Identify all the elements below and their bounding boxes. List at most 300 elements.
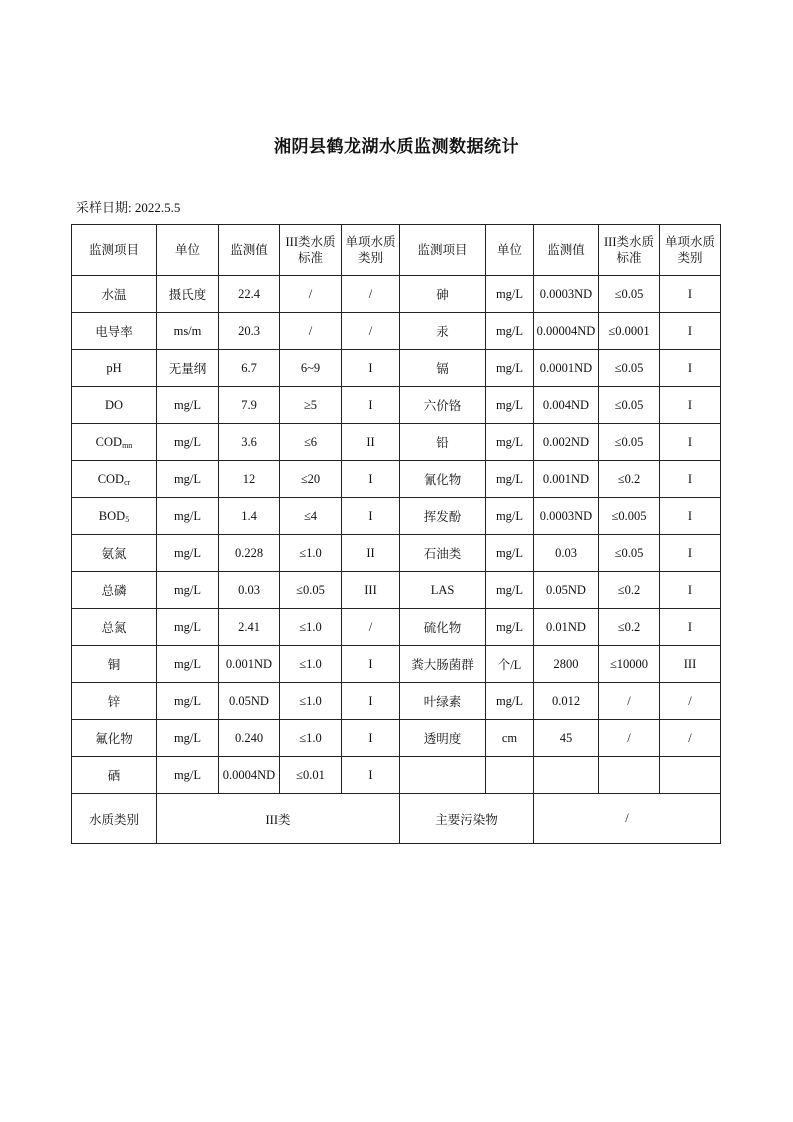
category-text: II xyxy=(366,434,375,449)
water-category-value: III类 xyxy=(157,794,400,844)
left-value-cell xyxy=(219,609,280,646)
standard-text: 6~9 xyxy=(300,360,321,375)
right-item-cell xyxy=(400,535,486,572)
left-unit-cell xyxy=(157,646,219,683)
unit-text: mg/L xyxy=(173,508,202,523)
item-text: 叶绿素 xyxy=(423,695,462,709)
item-text: 砷 xyxy=(436,288,449,302)
left-value-cell xyxy=(219,461,280,498)
category-text: I xyxy=(687,434,693,449)
right-item-cell xyxy=(400,498,486,535)
left-value-cell xyxy=(219,350,280,387)
right-item-cell xyxy=(400,572,486,609)
item-text: 汞 xyxy=(436,325,449,339)
right-category-cell xyxy=(660,646,721,683)
left-item-cell xyxy=(72,757,157,794)
value-text: 3.6 xyxy=(241,434,257,449)
header-cell: 监测项目 xyxy=(72,225,157,276)
unit-text: mg/L xyxy=(173,730,202,745)
standard-text: ≤20 xyxy=(300,471,321,486)
sampling-date-label: 采样日期: xyxy=(76,200,132,215)
left-unit-cell xyxy=(157,313,219,350)
left-category-cell xyxy=(342,572,400,609)
unit-text: 摄氏度 xyxy=(168,288,207,302)
right-value-cell xyxy=(534,646,599,683)
right-value-cell xyxy=(534,461,599,498)
left-standard-cell xyxy=(280,683,342,720)
right-standard-cell xyxy=(599,683,660,720)
item-text: 石油类 xyxy=(423,547,462,561)
table-row xyxy=(72,683,721,720)
right-standard-cell xyxy=(599,572,660,609)
unit-text: mg/L xyxy=(495,434,524,449)
standard-text: ≤0.005 xyxy=(611,508,647,523)
category-text: II xyxy=(366,545,375,560)
category-text: / xyxy=(688,730,692,745)
right-value-cell xyxy=(534,387,599,424)
category-text: I xyxy=(687,508,693,523)
right-standard-cell xyxy=(599,276,660,313)
right-item-cell xyxy=(400,276,486,313)
item-text: 锌 xyxy=(107,695,121,709)
right-standard-cell xyxy=(599,535,660,572)
left-value-cell xyxy=(219,276,280,313)
standard-text: / xyxy=(627,693,631,708)
left-category-cell xyxy=(342,683,400,720)
unit-text: mg/L xyxy=(173,471,202,486)
standard-text: ≤0.0001 xyxy=(608,323,650,338)
left-unit-cell xyxy=(157,609,219,646)
right-item-cell xyxy=(400,387,486,424)
unit-text: mg/L xyxy=(173,767,202,782)
standard-text: ≤0.2 xyxy=(617,619,641,634)
standard-text: ≤1.0 xyxy=(299,693,322,708)
right-category-cell xyxy=(660,498,721,535)
unit-text: mg/L xyxy=(173,656,202,671)
summary-row xyxy=(72,794,721,844)
right-value-cell xyxy=(534,683,599,720)
left-standard-cell xyxy=(280,609,342,646)
right-value-cell xyxy=(534,350,599,387)
standard-text: ≥5 xyxy=(303,397,318,412)
value-text: 0.00004ND xyxy=(536,323,596,338)
left-standard-cell xyxy=(280,461,342,498)
right-value-cell xyxy=(534,276,599,313)
header-cell: III类水质标准 xyxy=(599,225,660,276)
value-text: 0.228 xyxy=(234,545,264,560)
left-item-cell xyxy=(72,720,157,757)
left-standard-cell xyxy=(280,350,342,387)
value-text: 6.7 xyxy=(241,360,257,375)
right-category-cell xyxy=(660,572,721,609)
right-item-cell xyxy=(400,609,486,646)
right-category-cell xyxy=(660,461,721,498)
unit-text: mg/L xyxy=(173,693,202,708)
right-unit-cell xyxy=(486,313,534,350)
right-standard-cell xyxy=(599,387,660,424)
table-row xyxy=(72,387,721,424)
left-value-cell xyxy=(219,535,280,572)
standard-text: ≤10000 xyxy=(609,656,649,671)
right-standard-cell xyxy=(599,424,660,461)
item-text: 六价铬 xyxy=(423,399,462,413)
item-text: 总磷 xyxy=(101,584,127,598)
right-item-cell xyxy=(400,683,486,720)
left-value-cell xyxy=(219,720,280,757)
value-text: 12 xyxy=(242,471,256,486)
right-item-cell xyxy=(400,313,486,350)
left-unit-cell xyxy=(157,535,219,572)
category-text: I xyxy=(368,471,373,486)
category-text: I xyxy=(368,693,373,708)
standard-text: ≤6 xyxy=(303,434,318,449)
header-cell: 监测值 xyxy=(534,225,599,276)
standard-text: ≤0.05 xyxy=(614,286,644,301)
left-category-cell xyxy=(342,424,400,461)
water-category-label: 水质类别 xyxy=(72,794,157,844)
unit-text: 无量纲 xyxy=(168,362,207,376)
item-text: 总氮 xyxy=(101,621,127,635)
left-standard-cell xyxy=(280,572,342,609)
value-text: 0.012 xyxy=(551,693,581,708)
right-category-cell xyxy=(660,313,721,350)
left-value-cell xyxy=(219,313,280,350)
category-text: I xyxy=(687,619,693,634)
main-pollutant-value: / xyxy=(534,794,721,844)
left-category-cell xyxy=(342,313,400,350)
category-text: III xyxy=(683,656,697,671)
category-text: / xyxy=(368,323,373,338)
standard-text: / xyxy=(308,286,313,301)
category-text: III xyxy=(364,582,377,597)
left-unit-cell xyxy=(157,720,219,757)
item-text: 电导率 xyxy=(95,325,133,339)
value-text: 2.41 xyxy=(238,619,260,634)
left-unit-cell xyxy=(157,350,219,387)
left-item-cell xyxy=(72,535,157,572)
right-standard-cell xyxy=(599,646,660,683)
document-title: 湘阴县鹤龙湖水质监测数据统计 xyxy=(274,137,519,157)
value-text: 0.05ND xyxy=(229,693,269,708)
left-standard-cell xyxy=(280,276,342,313)
item-text: COD xyxy=(97,471,125,486)
unit-text: mg/L xyxy=(495,619,524,634)
standard-text: ≤1.0 xyxy=(299,619,322,634)
left-standard-cell xyxy=(280,535,342,572)
value-text: 22.4 xyxy=(238,286,260,301)
standard-text: ≤0.05 xyxy=(614,434,644,449)
left-item-cell xyxy=(72,350,157,387)
header-row xyxy=(72,225,721,276)
category-text: / xyxy=(688,693,692,708)
left-value-cell xyxy=(219,646,280,683)
right-standard-cell xyxy=(599,757,660,794)
item-text: 硫化物 xyxy=(423,621,462,635)
right-standard-cell xyxy=(599,313,660,350)
right-unit-cell xyxy=(486,461,534,498)
value-text: 0.0003ND xyxy=(539,286,593,301)
item-text: 铜 xyxy=(107,658,121,672)
header-cell: 单项水质类别 xyxy=(660,225,721,276)
right-category-cell xyxy=(660,276,721,313)
standard-text: ≤1.0 xyxy=(299,730,322,745)
standard-text: ≤0.2 xyxy=(617,582,641,597)
right-unit-cell xyxy=(486,683,534,720)
left-standard-cell xyxy=(280,757,342,794)
right-value-cell xyxy=(534,720,599,757)
header-cell: 监测值 xyxy=(219,225,280,276)
item-text: 铅 xyxy=(436,436,449,450)
left-item-cell xyxy=(72,387,157,424)
value-text: 0.01ND xyxy=(546,619,586,634)
table-row xyxy=(72,424,721,461)
item-subscript: mn xyxy=(122,440,133,450)
right-category-cell xyxy=(660,683,721,720)
standard-text: ≤0.05 xyxy=(296,582,325,597)
left-category-cell xyxy=(342,535,400,572)
right-item-cell xyxy=(400,424,486,461)
left-unit-cell xyxy=(157,757,219,794)
water-quality-table xyxy=(71,224,721,844)
item-text: 氟化物 xyxy=(95,732,133,746)
left-unit-cell xyxy=(157,387,219,424)
right-category-cell xyxy=(660,387,721,424)
item-text: 氰化物 xyxy=(423,473,462,487)
left-category-cell xyxy=(342,276,400,313)
unit-text: mg/L xyxy=(173,397,202,412)
value-text: 20.3 xyxy=(238,323,260,338)
left-standard-cell xyxy=(280,313,342,350)
unit-text: mg/L xyxy=(495,582,524,597)
unit-text: mg/L xyxy=(495,545,524,560)
left-value-cell xyxy=(219,498,280,535)
standard-text: ≤0.05 xyxy=(614,360,644,375)
right-item-cell xyxy=(400,720,486,757)
standard-text: ≤0.01 xyxy=(296,767,325,782)
category-text: / xyxy=(368,619,373,634)
value-text: 0.001ND xyxy=(542,471,590,486)
category-text: I xyxy=(368,397,373,412)
left-item-cell xyxy=(72,572,157,609)
left-item-cell xyxy=(72,313,157,350)
table-row xyxy=(72,461,721,498)
right-value-cell xyxy=(534,498,599,535)
item-text: 透明度 xyxy=(423,732,462,746)
left-value-cell xyxy=(219,683,280,720)
left-value-cell xyxy=(219,424,280,461)
left-item-cell xyxy=(72,683,157,720)
left-item-cell xyxy=(72,498,157,535)
value-text: 0.0004ND xyxy=(222,767,276,782)
item-text: 硒 xyxy=(107,769,121,783)
table-row xyxy=(72,572,721,609)
value-text: 0.002ND xyxy=(542,434,590,449)
table-row xyxy=(72,535,721,572)
item-text: 水温 xyxy=(101,288,127,302)
unit-text: ms/m xyxy=(173,323,202,338)
value-text: 7.9 xyxy=(241,397,257,412)
item-text: 氨氮 xyxy=(101,547,127,561)
item-text: 镉 xyxy=(436,362,449,376)
unit-text: mg/L xyxy=(495,508,524,523)
left-value-cell xyxy=(219,757,280,794)
standard-text: / xyxy=(627,730,631,745)
right-category-cell xyxy=(660,720,721,757)
header-cell: 单项水质类别 xyxy=(342,225,400,276)
item-subscript: cr xyxy=(124,477,131,487)
right-unit-cell xyxy=(486,646,534,683)
left-category-cell xyxy=(342,350,400,387)
right-item-cell xyxy=(400,350,486,387)
left-category-cell xyxy=(342,720,400,757)
right-unit-cell xyxy=(486,572,534,609)
value-text: 0.0001ND xyxy=(539,360,593,375)
category-text: I xyxy=(687,471,693,486)
category-text: I xyxy=(368,360,373,375)
left-unit-cell xyxy=(157,572,219,609)
item-text: 挥发酚 xyxy=(423,510,462,524)
right-standard-cell xyxy=(599,350,660,387)
unit-text: mg/L xyxy=(495,471,524,486)
item-text: pH xyxy=(106,360,122,375)
header-cell: 单位 xyxy=(157,225,219,276)
right-item-cell xyxy=(400,757,486,794)
left-standard-cell xyxy=(280,424,342,461)
category-text: I xyxy=(687,360,693,375)
unit-text: mg/L xyxy=(495,360,524,375)
standard-text: ≤0.05 xyxy=(614,397,644,412)
left-unit-cell xyxy=(157,276,219,313)
standard-text: ≤1.0 xyxy=(299,656,322,671)
value-text: 0.03 xyxy=(555,545,577,560)
right-unit-cell xyxy=(486,424,534,461)
item-subscript: 5 xyxy=(125,514,130,524)
item-text: BOD xyxy=(98,508,126,523)
sampling-date xyxy=(76,197,180,216)
right-category-cell xyxy=(660,424,721,461)
item-text: LAS xyxy=(430,582,455,597)
right-value-cell xyxy=(534,313,599,350)
standard-text: ≤0.2 xyxy=(617,471,641,486)
left-category-cell xyxy=(342,609,400,646)
left-unit-cell xyxy=(157,498,219,535)
left-item-cell xyxy=(72,461,157,498)
standard-text: ≤0.05 xyxy=(614,545,644,560)
right-standard-cell xyxy=(599,720,660,757)
left-category-cell xyxy=(342,646,400,683)
left-standard-cell xyxy=(280,646,342,683)
unit-text: cm xyxy=(501,730,518,745)
right-item-cell xyxy=(400,461,486,498)
left-item-cell xyxy=(72,646,157,683)
value-text: 2800 xyxy=(553,656,579,671)
category-text: / xyxy=(368,286,373,301)
value-text: 1.4 xyxy=(241,508,257,523)
right-category-cell xyxy=(660,535,721,572)
category-text: I xyxy=(687,545,693,560)
right-value-cell xyxy=(534,424,599,461)
category-text: I xyxy=(687,323,693,338)
value-text: 45 xyxy=(559,730,573,745)
left-category-cell xyxy=(342,461,400,498)
left-value-cell xyxy=(219,387,280,424)
left-unit-cell xyxy=(157,424,219,461)
left-category-cell xyxy=(342,757,400,794)
unit-text: mg/L xyxy=(495,397,524,412)
sampling-date-value: 2022.5.5 xyxy=(134,200,181,215)
table-row xyxy=(72,498,721,535)
table-row xyxy=(72,646,721,683)
item-text: COD xyxy=(95,434,123,449)
category-text: I xyxy=(368,730,373,745)
right-unit-cell xyxy=(486,498,534,535)
table-row xyxy=(72,757,721,794)
category-text: I xyxy=(687,286,693,301)
right-category-cell xyxy=(660,757,721,794)
category-text: I xyxy=(368,767,373,782)
right-unit-cell xyxy=(486,609,534,646)
right-value-cell xyxy=(534,572,599,609)
right-value-cell xyxy=(534,609,599,646)
value-text: 0.05ND xyxy=(546,582,586,597)
value-text: 0.0003ND xyxy=(539,508,593,523)
right-standard-cell xyxy=(599,461,660,498)
unit-text: mg/L xyxy=(173,619,202,634)
category-text: I xyxy=(687,397,693,412)
right-unit-cell xyxy=(486,350,534,387)
right-value-cell xyxy=(534,757,599,794)
right-unit-cell xyxy=(486,387,534,424)
unit-text: mg/L xyxy=(495,286,524,301)
category-text: I xyxy=(687,582,693,597)
item-text: 粪大肠菌群 xyxy=(411,658,474,672)
standard-text: / xyxy=(308,323,313,338)
category-text: I xyxy=(368,508,373,523)
right-item-cell xyxy=(400,646,486,683)
standard-text: ≤1.0 xyxy=(299,545,322,560)
value-text: 0.001ND xyxy=(225,656,273,671)
unit-text: mg/L xyxy=(495,323,524,338)
unit-text: 个/L xyxy=(497,658,522,672)
left-standard-cell xyxy=(280,720,342,757)
right-unit-cell xyxy=(486,757,534,794)
table-row xyxy=(72,350,721,387)
left-standard-cell xyxy=(280,498,342,535)
header-cell: III类水质标准 xyxy=(280,225,342,276)
left-item-cell xyxy=(72,276,157,313)
left-item-cell xyxy=(72,424,157,461)
left-unit-cell xyxy=(157,683,219,720)
right-category-cell xyxy=(660,350,721,387)
header-cell: 单位 xyxy=(486,225,534,276)
left-category-cell xyxy=(342,498,400,535)
table-row xyxy=(72,313,721,350)
right-standard-cell xyxy=(599,609,660,646)
category-text: I xyxy=(368,656,373,671)
value-text: 0.240 xyxy=(234,730,264,745)
left-value-cell xyxy=(219,572,280,609)
left-unit-cell xyxy=(157,461,219,498)
table-row xyxy=(72,609,721,646)
header-cell: 监测项目 xyxy=(400,225,486,276)
right-value-cell xyxy=(534,535,599,572)
right-category-cell xyxy=(660,609,721,646)
right-unit-cell xyxy=(486,276,534,313)
left-item-cell xyxy=(72,609,157,646)
unit-text: mg/L xyxy=(173,434,202,449)
value-text: 0.004ND xyxy=(542,397,590,412)
standard-text: ≤4 xyxy=(303,508,318,523)
